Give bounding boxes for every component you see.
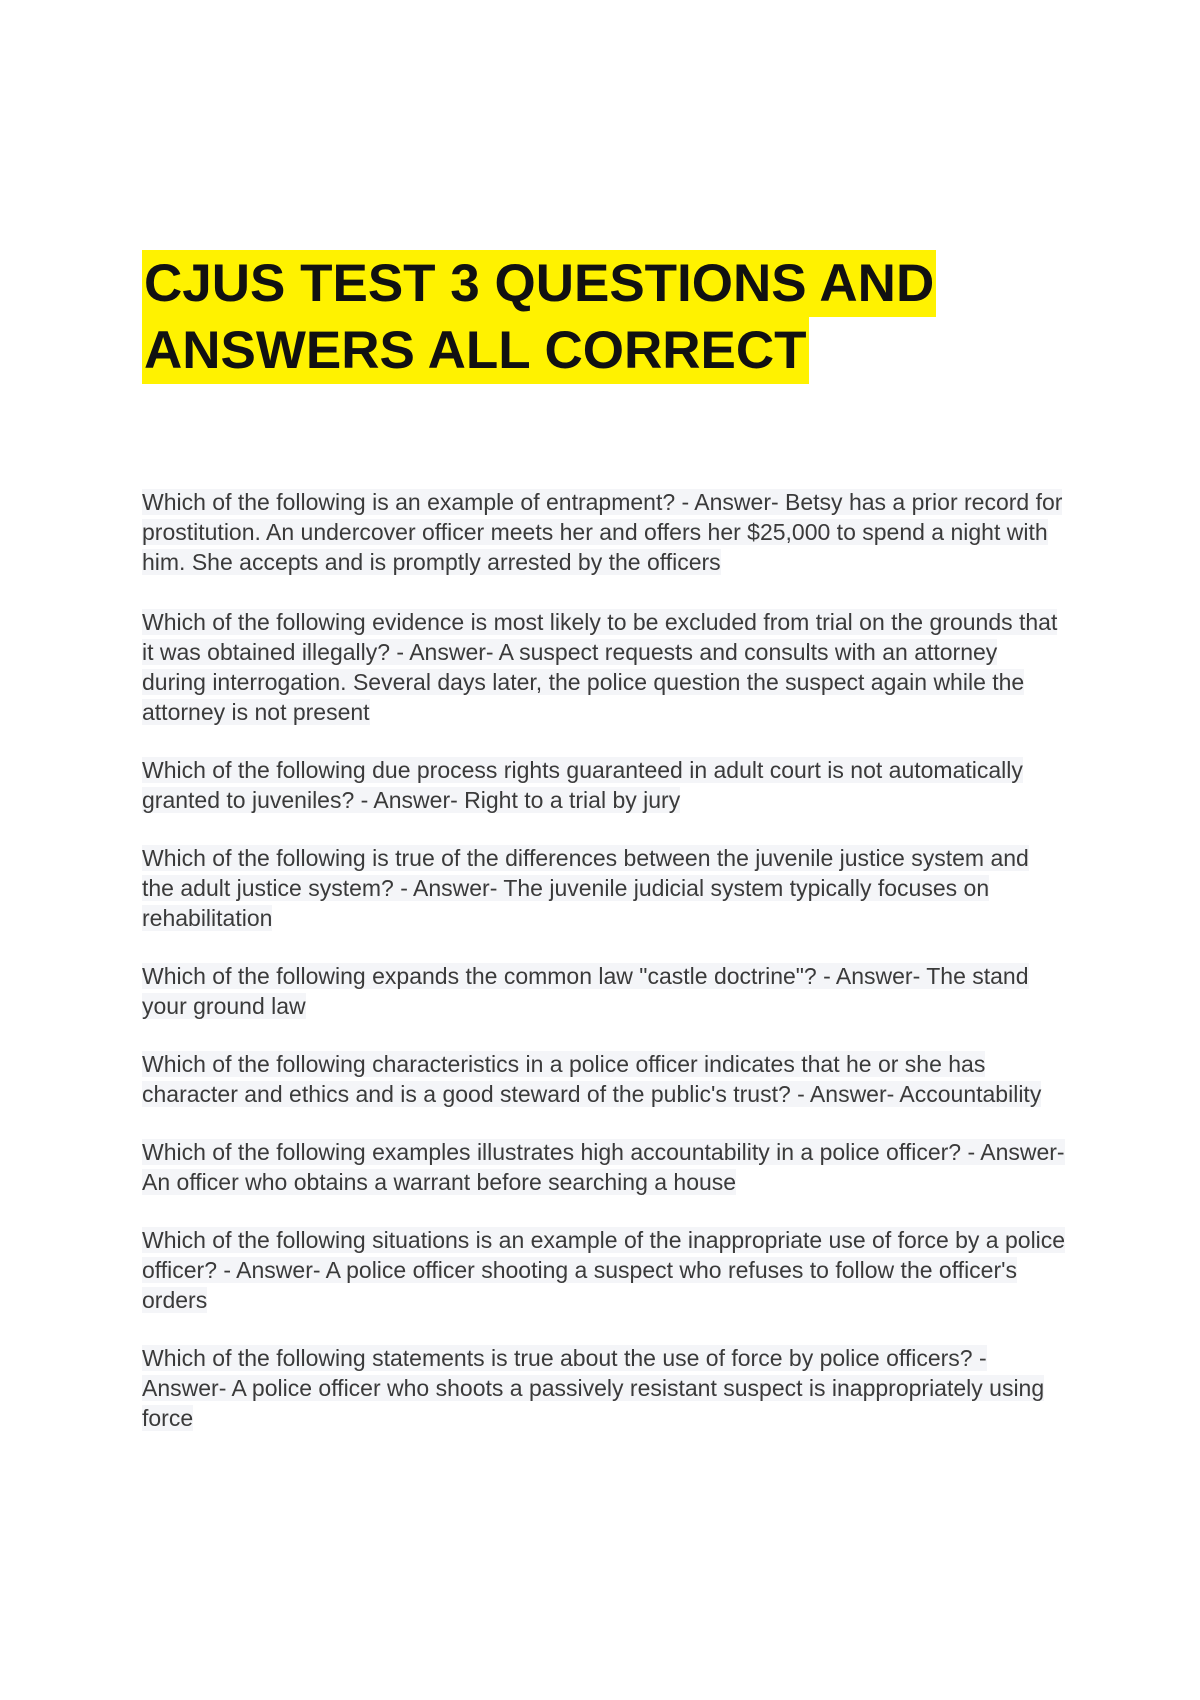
qa-item — [142, 755, 1067, 815]
qa-text: Which of the following statements is true about the use of force by police officers? - Answer- A police officer who shoots a passively resistant suspect is inappropriately using force — [142, 1345, 1045, 1431]
qa-item — [142, 1225, 1067, 1315]
qa-item — [142, 1049, 1067, 1109]
qa-text: Which of the following is true of the differences between the juvenile justice system and the adult justice system? - Answer- The juvenile judicial system typically focuses on rehabilitation — [142, 845, 1029, 931]
qa-list — [142, 487, 1067, 1433]
qa-item — [142, 1343, 1067, 1433]
qa-item — [142, 1137, 1067, 1197]
qa-item — [142, 843, 1067, 933]
qa-item — [142, 487, 1067, 577]
qa-text: Which of the following expands the common law "castle doctrine"? - Answer- The stand your ground law — [142, 963, 1029, 1019]
qa-item — [142, 961, 1067, 1021]
qa-text: Which of the following due process rights guaranteed in adult court is not automatically granted to juveniles? - Answer- Right to a trial by jury — [142, 757, 1023, 813]
qa-text: Which of the following evidence is most likely to be excluded from trial on the grounds that it was obtained illegally? - Answer- A suspect requests and consults with an attorney during interrogation. Several days later, the police question the suspect again while the attorney is not present — [142, 609, 1058, 725]
qa-item — [142, 607, 1067, 727]
qa-text: Which of the following situations is an example of the inappropriate use of force by a police officer? - Answer- A police officer shooting a suspect who refuses to follow the officer's orders — [142, 1227, 1066, 1313]
qa-text: Which of the following is an example of entrapment? - Answer- Betsy has a prior record for prostitution. An undercover officer meets her and offers her $25,000 to spend a night with him. She accepts and is promptly arrested by the officers — [142, 489, 1063, 575]
title-line-2: ANSWERS ALL CORRECT — [142, 317, 809, 384]
qa-text: Which of the following characteristics in a police officer indicates that he or she has character and ethics and is a good steward of the public's trust? - Answer- Accountability — [142, 1051, 1042, 1107]
document-title — [142, 250, 1042, 384]
title-line-1: CJUS TEST 3 QUESTIONS AND — [142, 250, 936, 317]
qa-text: Which of the following examples illustrates high accountability in a police officer? - Answer- An officer who obtains a warrant before searching a house — [142, 1139, 1065, 1195]
